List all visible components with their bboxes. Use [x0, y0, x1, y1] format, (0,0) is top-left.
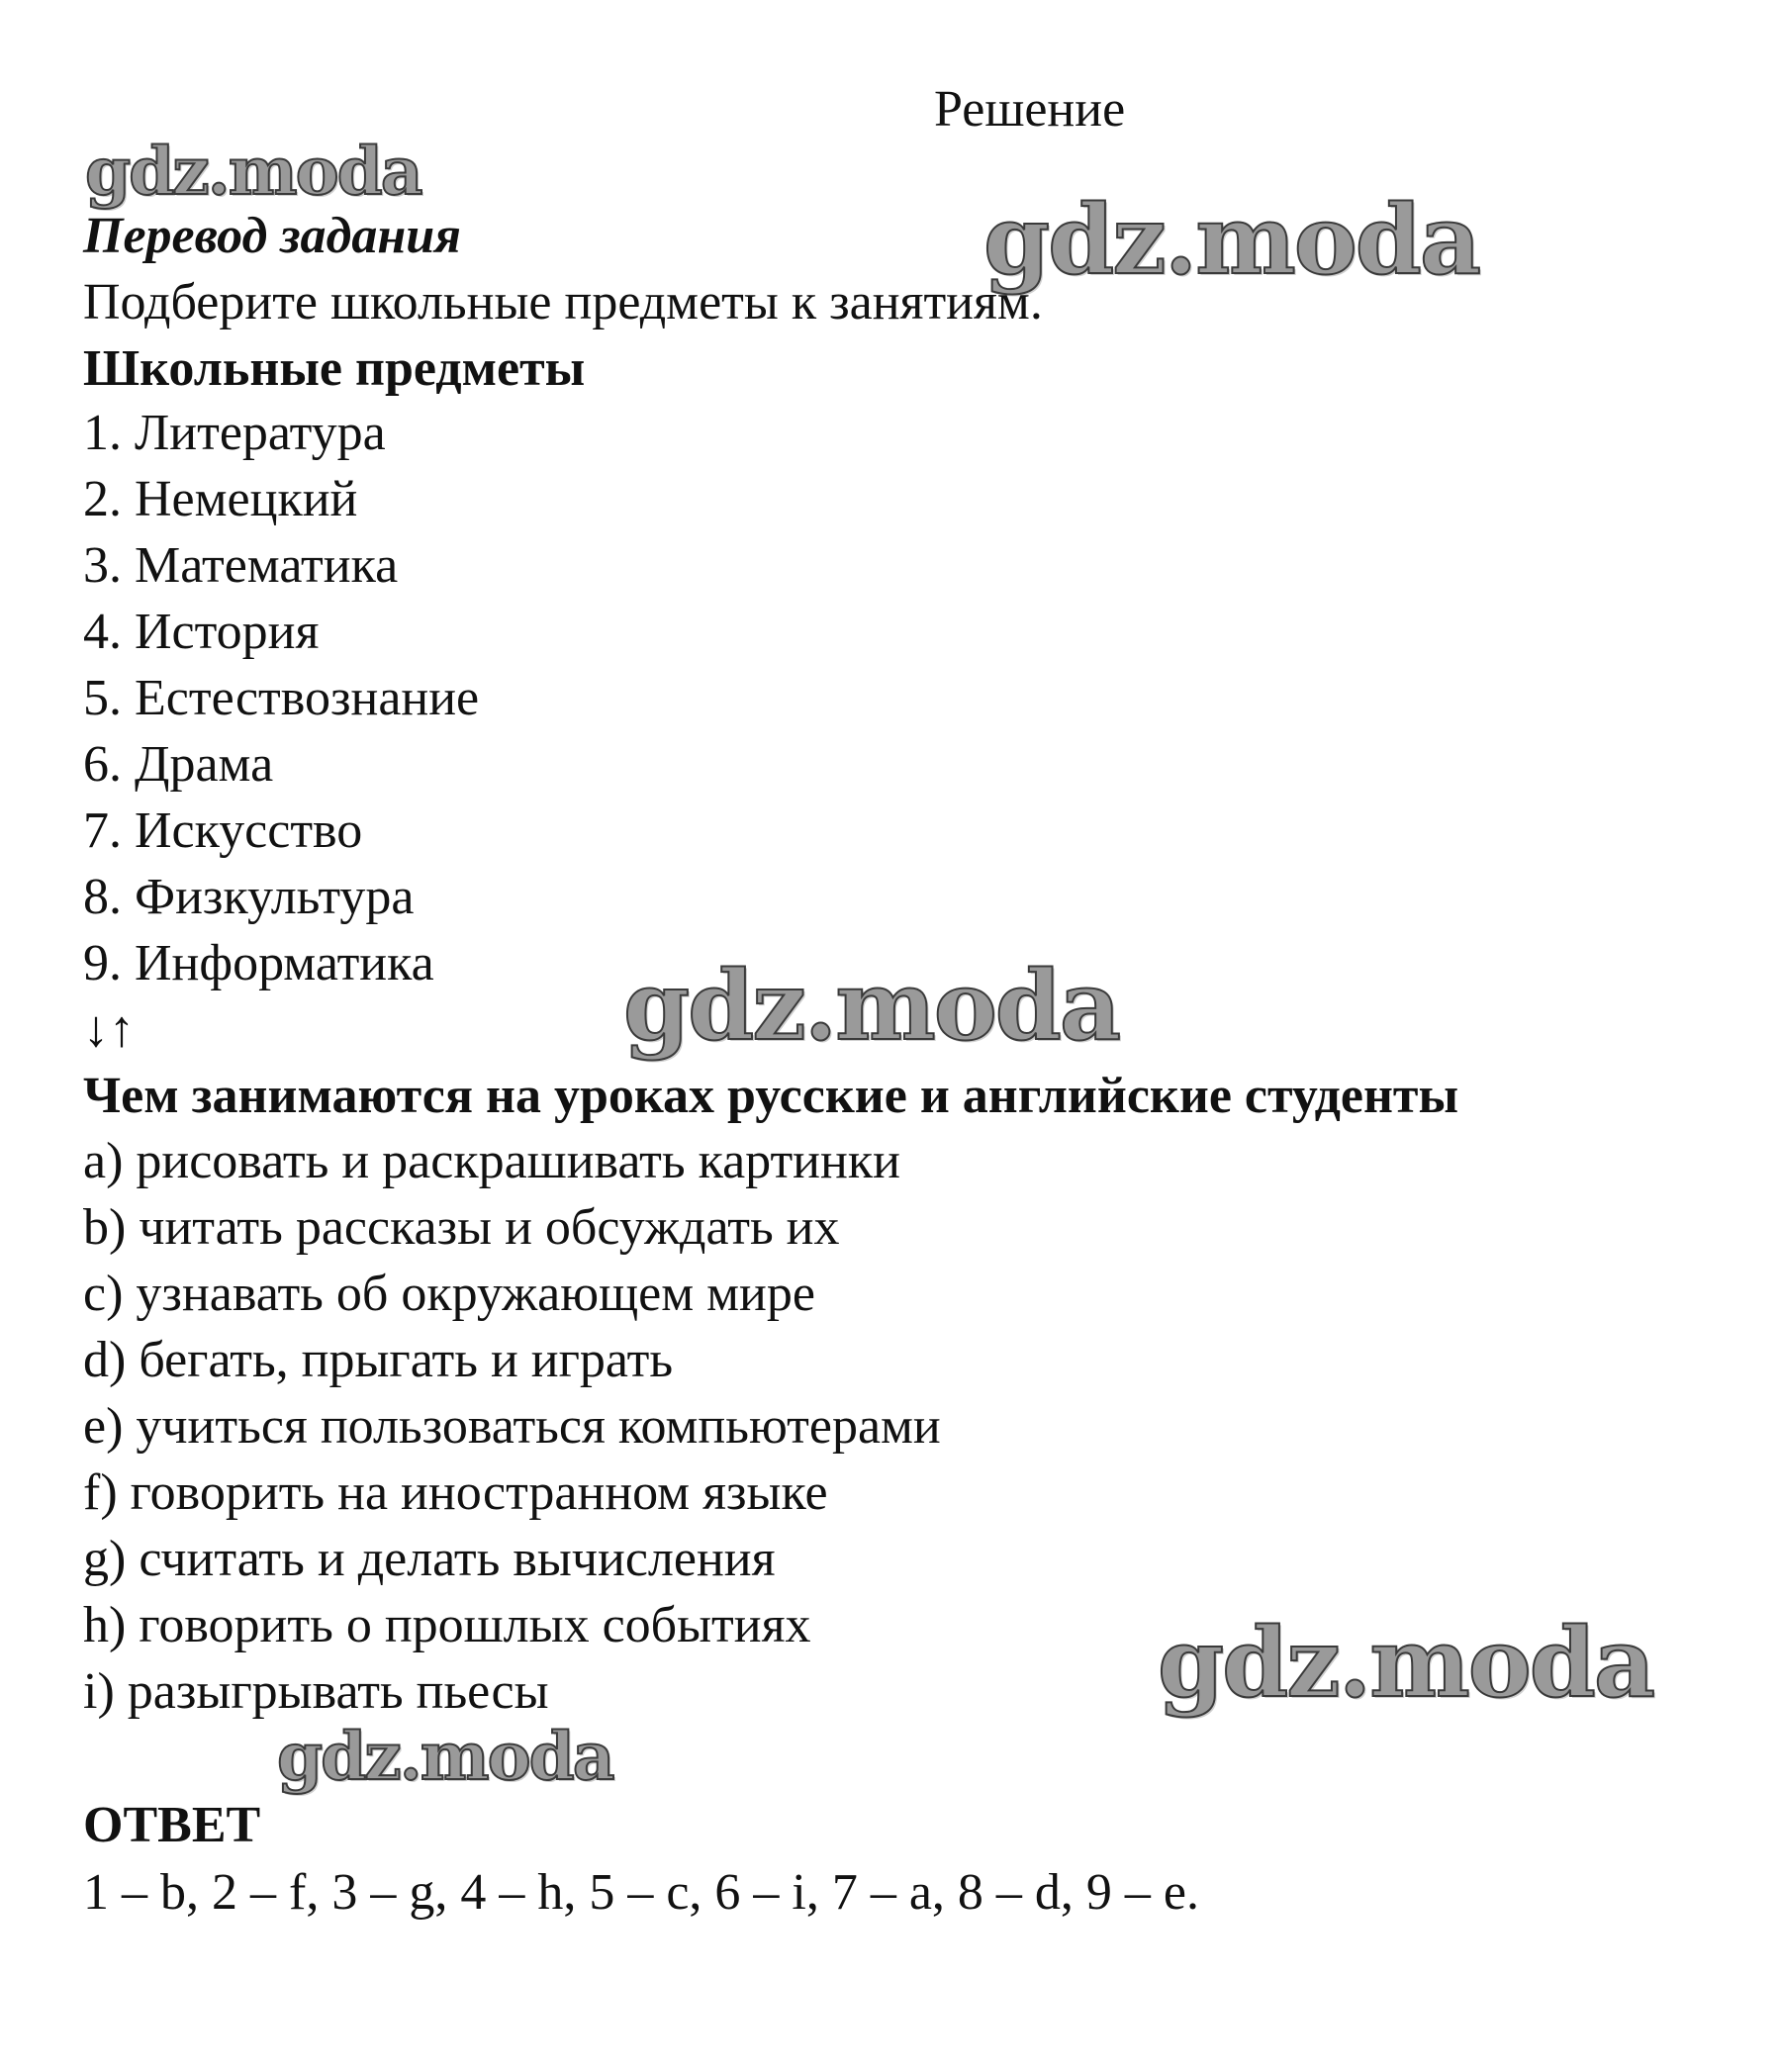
list-item: a) рисовать и раскрашивать картинки	[83, 1133, 900, 1189]
list-item: 1. Литература	[83, 405, 386, 461]
list-item: 3. Математика	[83, 537, 399, 594]
watermark: gdz.moda	[1158, 1607, 1654, 1719]
list-item: 4. История	[83, 604, 320, 660]
watermark: gdz.moda	[85, 133, 421, 210]
list-item: 2. Немецкий	[83, 471, 358, 527]
list-item: c) узнавать об окружающем мире	[83, 1266, 815, 1322]
answer-text: 1 – b, 2 – f, 3 – g, 4 – h, 5 – c, 6 – i, 7 – a, 8 – d, 9 – e.	[83, 1864, 1200, 1921]
subjects-heading: Школьные предметы	[83, 340, 586, 397]
page-title: Решение	[934, 81, 1126, 138]
list-item: 5. Естествознание	[83, 670, 480, 726]
list-item: 6. Драма	[83, 736, 274, 793]
list-item: e) учиться пользоваться компьютерами	[83, 1398, 941, 1455]
list-item: 9. Информатика	[83, 935, 434, 991]
answer-heading: ОТВЕТ	[83, 1797, 261, 1853]
list-item: 7. Искусство	[83, 802, 363, 859]
watermark: gdz.moda	[983, 184, 1480, 296]
match-arrows: ↓↑	[83, 1001, 135, 1058]
list-item: d) бегать, прыгать и играть	[83, 1332, 674, 1388]
activities-heading: Чем занимаются на уроках русские и английские студенты	[83, 1068, 1459, 1124]
list-item: b) читать рассказы и обсуждать их	[83, 1199, 840, 1256]
translation-instruction: Подберите школьные предметы к занятиям.	[83, 274, 1043, 330]
list-item: i) разыгрывать пьесы	[83, 1663, 549, 1720]
list-item: g) считать и делать вычисления	[83, 1531, 776, 1587]
list-item: h) говорить о прошлых событиях	[83, 1597, 811, 1653]
activities-list	[83, 1128, 941, 1725]
subjects-list	[83, 400, 479, 996]
list-item: 8. Физкультура	[83, 869, 415, 925]
watermark: gdz.moda	[277, 1718, 613, 1795]
translation-heading: Перевод задания	[83, 208, 461, 264]
watermark: gdz.moda	[623, 950, 1120, 1062]
list-item: f) говорить на иностранном языке	[83, 1464, 828, 1521]
